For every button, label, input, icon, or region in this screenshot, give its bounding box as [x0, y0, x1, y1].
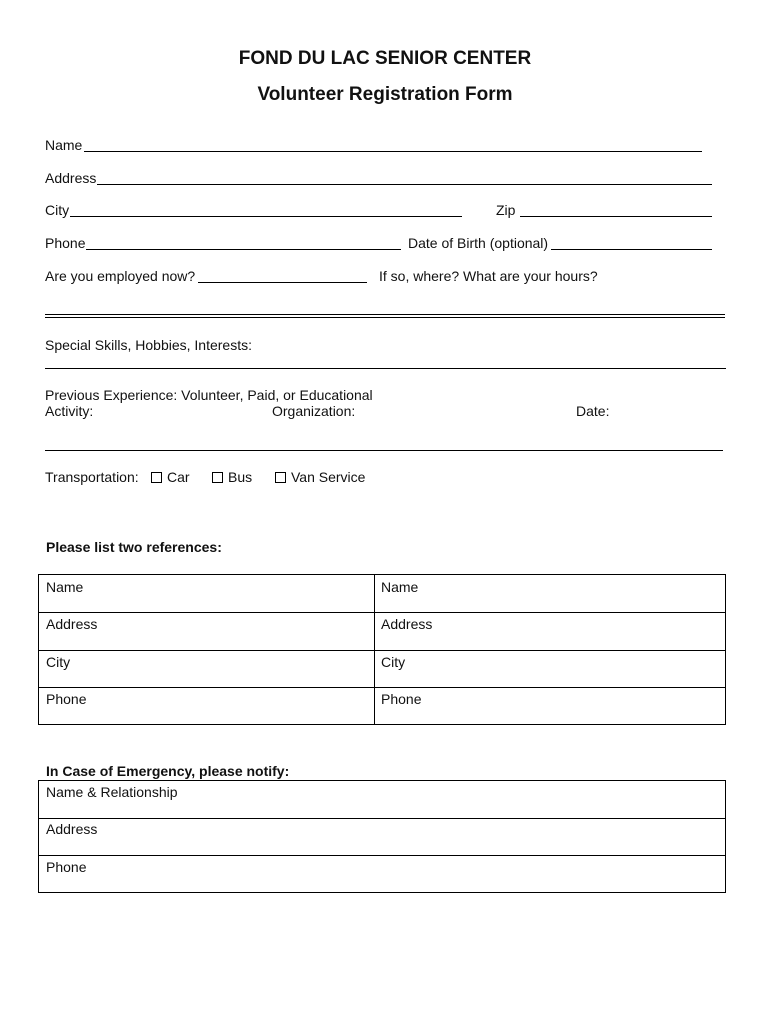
form-title: Volunteer Registration Form: [257, 84, 513, 105]
date-label: Date:: [576, 403, 610, 419]
reference-1-phone[interactable]: Phone: [46, 691, 87, 707]
city-field-line[interactable]: [70, 216, 462, 217]
address-field-line[interactable]: [97, 184, 712, 185]
phone-field-line[interactable]: [86, 249, 401, 250]
van-service-option-label: Van Service: [291, 469, 366, 485]
emergency-table: [38, 780, 726, 893]
name-label: Name: [45, 137, 83, 153]
bus-option-label: Bus: [228, 469, 253, 485]
employer-hours-label: If so, where? What are your hours?: [379, 268, 598, 284]
reference-1-name[interactable]: Name: [46, 579, 84, 595]
transportation-label: Transportation:: [45, 469, 139, 485]
emergency-row-divider: [39, 818, 725, 819]
zip-field-line[interactable]: [520, 216, 712, 217]
emergency-address[interactable]: Address: [46, 821, 98, 837]
reference-2-address[interactable]: Address: [381, 616, 433, 632]
experience-field-line[interactable]: [45, 450, 723, 451]
zip-label: Zip: [496, 202, 516, 218]
van-service-option[interactable]: [275, 469, 365, 485]
skills-label: Special Skills, Hobbies, Interests:: [45, 337, 252, 353]
activity-label: Activity:: [45, 403, 94, 419]
reference-2-name[interactable]: Name: [381, 579, 419, 595]
emergency-name-relationship[interactable]: Name & Relationship: [46, 784, 178, 800]
references-heading: Please list two references:: [46, 539, 222, 555]
reference-2-phone[interactable]: Phone: [381, 691, 422, 707]
bus-option[interactable]: [212, 469, 252, 485]
car-option-label: Car: [167, 469, 190, 485]
reference-2-city[interactable]: City: [381, 654, 406, 670]
reference-1-address[interactable]: Address: [46, 616, 98, 632]
car-option[interactable]: [151, 469, 190, 485]
emergency-row-divider: [39, 855, 725, 856]
references-row-divider: [39, 687, 725, 688]
name-field-line[interactable]: [84, 151, 702, 152]
skills-field-line[interactable]: [45, 368, 726, 369]
emergency-phone[interactable]: Phone: [46, 859, 87, 875]
organization-label: Organization:: [272, 403, 356, 419]
car-checkbox[interactable]: [151, 472, 162, 483]
employed-label: Are you employed now?: [45, 268, 196, 284]
van-service-checkbox[interactable]: [275, 472, 286, 483]
references-row-divider: [39, 612, 725, 613]
city-label: City: [45, 202, 70, 218]
address-label: Address: [45, 170, 97, 186]
references-row-divider: [39, 650, 725, 651]
dob-field-line[interactable]: [551, 249, 712, 250]
divider-line: [45, 317, 725, 318]
org-title: FOND DU LAC SENIOR CENTER: [238, 48, 532, 69]
references-table: [38, 574, 726, 725]
reference-1-city[interactable]: City: [46, 654, 71, 670]
employed-field-line[interactable]: [198, 282, 367, 283]
previous-experience-label: Previous Experience: Volunteer, Paid, or Educational: [45, 387, 373, 403]
employment-answer-line[interactable]: [45, 314, 725, 315]
phone-label: Phone: [45, 235, 86, 251]
emergency-heading: In Case of Emergency, please notify:: [46, 763, 290, 779]
bus-checkbox[interactable]: [212, 472, 223, 483]
dob-label: Date of Birth (optional): [408, 235, 549, 251]
